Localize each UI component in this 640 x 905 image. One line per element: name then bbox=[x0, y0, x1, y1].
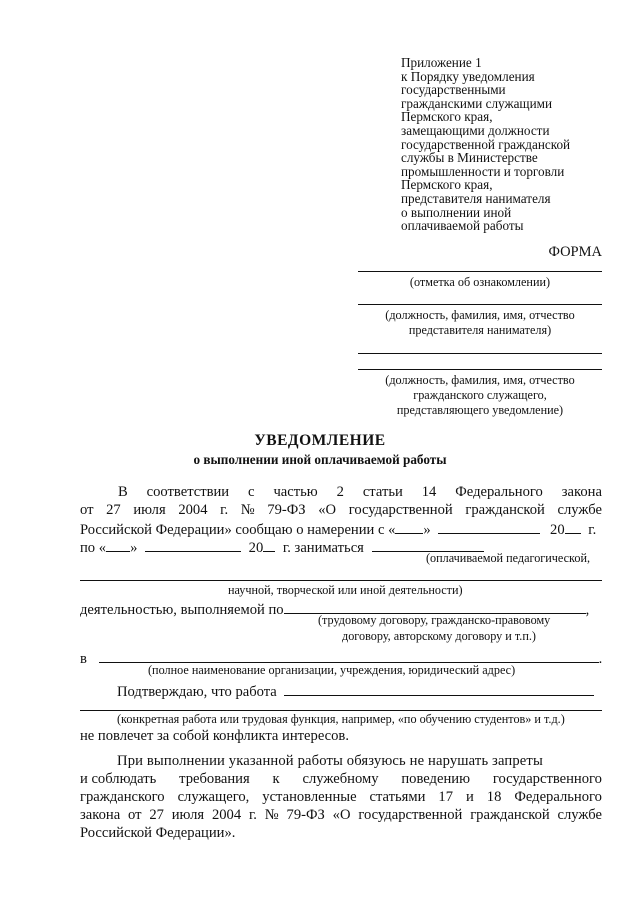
end-day-field[interactable] bbox=[106, 537, 130, 552]
end-month-field[interactable] bbox=[145, 537, 241, 552]
para2-line2 bbox=[80, 770, 602, 788]
word: статьями bbox=[369, 789, 426, 805]
appendix-header bbox=[401, 56, 621, 233]
word: требования bbox=[179, 771, 250, 787]
word: 18 bbox=[486, 789, 502, 805]
employer-line[interactable] bbox=[358, 304, 602, 305]
word: 27 bbox=[149, 807, 164, 823]
para2-line1: При выполнении указанной работы обязуюсь не нарушать запреты bbox=[117, 753, 543, 769]
confirm-text: Подтверждаю, что работа bbox=[117, 684, 277, 700]
para2-line3 bbox=[80, 788, 602, 806]
start-month-field[interactable] bbox=[438, 519, 540, 534]
conflict-line: не повлечет за собой конфликта интересов. bbox=[80, 728, 349, 744]
word: частью bbox=[273, 484, 318, 500]
word: г. bbox=[220, 502, 229, 518]
word: и соблюдать bbox=[80, 771, 157, 787]
appendix-line: Пермского края, bbox=[401, 177, 493, 193]
activity-field-2[interactable] bbox=[80, 580, 602, 581]
para1-line2 bbox=[80, 501, 602, 519]
org-v: в bbox=[80, 651, 87, 667]
word: «О bbox=[318, 502, 337, 518]
word: с bbox=[248, 484, 255, 500]
word: служащего, bbox=[177, 789, 250, 805]
para1-line3-text: Российской Федерации» сообщаю о намерении с « bbox=[80, 522, 396, 538]
word: к bbox=[272, 771, 280, 787]
end-po: по « bbox=[80, 540, 107, 556]
appendix-line: замещающими должности bbox=[401, 122, 550, 138]
word: службе bbox=[557, 502, 602, 518]
contract-comma: , bbox=[585, 602, 590, 618]
start-year-field[interactable] bbox=[565, 519, 581, 534]
activity-caption-2: научной, творческой или иной деятельности) bbox=[228, 583, 463, 597]
para1-line3 bbox=[80, 519, 602, 539]
confirm-line bbox=[117, 681, 602, 701]
word: гражданской bbox=[465, 502, 545, 518]
appendix-line: оплачиваемой работы bbox=[401, 218, 524, 234]
form-label: ФОРМА bbox=[548, 244, 602, 260]
word: № bbox=[264, 807, 279, 823]
end-year-prefix: 20 bbox=[248, 540, 264, 556]
servant-caption-2: гражданского служащего, bbox=[413, 388, 547, 402]
para1-line1 bbox=[118, 483, 602, 501]
word: Федерального bbox=[455, 484, 543, 500]
start-day-field[interactable] bbox=[395, 519, 423, 534]
word: июля bbox=[171, 807, 205, 823]
contract-field[interactable] bbox=[284, 599, 586, 614]
word: закона bbox=[561, 484, 602, 500]
org-dot: . bbox=[598, 651, 603, 667]
word: от bbox=[128, 807, 142, 823]
word: 2 bbox=[336, 484, 344, 500]
word: В bbox=[118, 484, 128, 500]
word: от bbox=[80, 502, 94, 518]
activity-caption-1: (оплачиваемой педагогической, bbox=[426, 551, 591, 565]
word: государственной bbox=[358, 807, 463, 823]
word: установленные bbox=[262, 789, 357, 805]
appendix-line: государственными bbox=[401, 82, 506, 98]
word: 2004 bbox=[211, 807, 242, 823]
word: 17 bbox=[438, 789, 454, 805]
start-year-prefix: 20 bbox=[550, 522, 565, 538]
servant-line-2[interactable] bbox=[358, 369, 602, 370]
end-year-field[interactable] bbox=[263, 537, 275, 552]
servant-line-1[interactable] bbox=[358, 353, 602, 354]
appendix-line: Пермского края, bbox=[401, 109, 493, 125]
para2-line4 bbox=[80, 806, 602, 824]
organization-field[interactable] bbox=[99, 648, 599, 663]
word: 79-ФЗ bbox=[267, 502, 306, 518]
acknowledgement-caption: (отметка об ознакомлении) bbox=[409, 275, 551, 289]
servant-caption-3: представляющего уведомление) bbox=[396, 403, 564, 417]
word: гражданского bbox=[80, 789, 165, 805]
employer-caption-1: (должность, фамилия, имя, отчество bbox=[385, 308, 575, 322]
appendix-line: Приложение 1 bbox=[401, 55, 482, 70]
word: Федерального bbox=[514, 789, 602, 805]
word: июля bbox=[133, 502, 166, 518]
acknowledgement-line[interactable] bbox=[358, 271, 602, 272]
end-quote: » bbox=[130, 540, 138, 556]
appendix-line: гражданскими служащими bbox=[401, 95, 553, 111]
activity-field-1[interactable] bbox=[372, 537, 484, 552]
word: «О bbox=[332, 807, 351, 823]
work-field-2[interactable] bbox=[80, 710, 602, 711]
servant-caption-1: (должность, фамилия, имя, отчество bbox=[385, 373, 575, 387]
document-title: УВЕДОМЛЕНИЕ bbox=[254, 432, 386, 449]
end-rest: г. заниматься bbox=[282, 540, 364, 556]
appendix-line: о выполнении иной bbox=[401, 204, 512, 220]
appendix-line: представителя нанимателя bbox=[401, 190, 551, 206]
word: 14 bbox=[421, 484, 437, 500]
appendix-line: службы в Министерстве bbox=[401, 150, 538, 166]
word: государственного bbox=[492, 771, 602, 787]
word: г. bbox=[248, 807, 257, 823]
word: соответствии bbox=[146, 484, 230, 500]
word: № bbox=[240, 502, 255, 518]
word: поведению bbox=[401, 771, 470, 787]
word: и bbox=[465, 789, 474, 805]
contract-text: деятельностью, выполняемой по bbox=[80, 602, 284, 618]
employer-caption-2: представителя нанимателя) bbox=[408, 323, 552, 337]
word: 2004 bbox=[178, 502, 208, 518]
word: служебному bbox=[302, 771, 379, 787]
word: закона bbox=[80, 807, 121, 823]
organization-caption: (полное наименование организации, учреждения, юридический адрес) bbox=[148, 663, 516, 677]
word: государственной bbox=[348, 502, 453, 518]
document-subtitle: о выполнении иной оплачиваемой работы bbox=[193, 452, 447, 467]
contract-caption-2: договору, авторскому договору и т.п.) bbox=[342, 629, 536, 643]
start-quote: » bbox=[423, 522, 431, 538]
contract-caption-1: (трудовому договору, гражданско-правовому bbox=[318, 613, 551, 627]
appendix-line: государственной гражданской bbox=[401, 136, 571, 152]
word: службе bbox=[557, 807, 602, 823]
word: 27 bbox=[106, 502, 121, 518]
word: статьи bbox=[362, 484, 403, 500]
word: гражданской bbox=[470, 807, 550, 823]
work-caption: (конкретная работа или трудовая функция, например, «по обучению студентов» и т.д.) bbox=[117, 712, 565, 726]
appendix-line: промышленности и торговли bbox=[401, 163, 565, 179]
work-field-1[interactable] bbox=[284, 681, 594, 696]
start-year-suffix: г. bbox=[588, 522, 597, 538]
appendix-line: к Порядку уведомления bbox=[401, 68, 535, 84]
para2-line5: Российской Федерации». bbox=[80, 825, 236, 841]
word: 79-ФЗ bbox=[286, 807, 325, 823]
